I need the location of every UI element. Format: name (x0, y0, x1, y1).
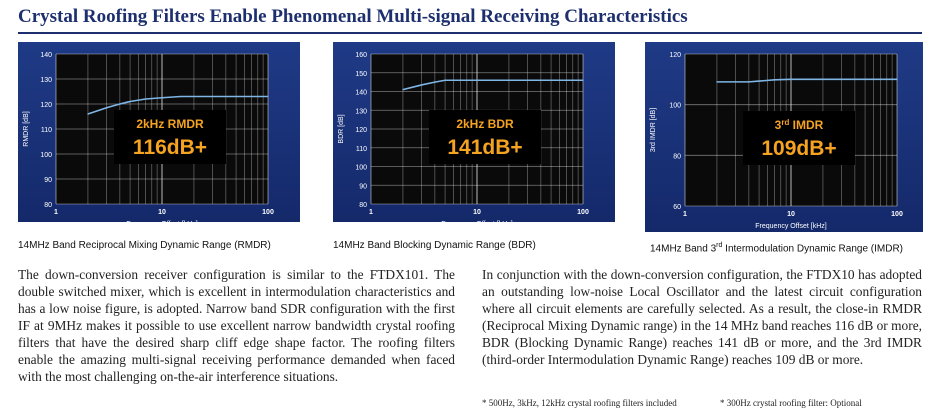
data-point (180, 96, 181, 97)
data-point (864, 79, 865, 80)
x-tick-label: 1 (683, 211, 687, 218)
y-axis-label: BDR [dB] (338, 114, 345, 144)
y-tick-label: 140 (355, 89, 367, 97)
y-tick-label: 110 (40, 127, 52, 134)
y-tick-label: 100 (40, 152, 52, 159)
y-tick-label: 160 (355, 52, 367, 59)
page-heading: Crystal Roofing Filters Enable Phenomenal Multi-signal Receiving Characteristics (18, 6, 688, 27)
data-point (896, 79, 897, 80)
chart-panel-rmdr (18, 42, 300, 228)
y-tick-label: 120 (40, 102, 52, 109)
data-point (716, 81, 717, 82)
y-tick-label: 140 (40, 52, 52, 59)
annotation-label: 2kHz BDR (456, 117, 514, 131)
y-tick-label: 90 (44, 177, 52, 184)
imdr-caption: 14MHz Band 3rd Intermodulation Dynamic Range (IMDR) (650, 242, 904, 255)
x-axis-label: Frequency Offset [kHz] (126, 221, 198, 228)
data-point (129, 101, 130, 102)
y-tick-label: 110 (355, 145, 367, 153)
heading-rule (18, 32, 922, 34)
data-point (87, 113, 88, 114)
x-tick-label: 100 (262, 209, 274, 216)
footnote-included: * 500Hz, 3kHz, 12kHz crystal roofing filters included (482, 398, 677, 408)
y-tick-label: 80 (44, 202, 52, 209)
rmdr-caption: 14MHz Band Reciprocal Mixing Dynamic Range (RMDR) (18, 240, 271, 251)
data-point (476, 80, 477, 81)
data-point (790, 79, 791, 80)
rmdr-chart (18, 42, 300, 228)
annotation-value: 116dB+ (132, 136, 208, 159)
x-tick-label: 1 (369, 209, 373, 216)
chart-panel-bdr (333, 42, 615, 228)
data-point (212, 96, 213, 97)
data-point (774, 79, 775, 80)
data-point (809, 79, 810, 80)
y-tick-label: 100 (669, 102, 681, 110)
data-point (748, 81, 749, 82)
data-point (421, 84, 422, 85)
data-point (267, 96, 268, 97)
data-point (402, 89, 403, 90)
data-point (527, 80, 528, 81)
chart-panel-imdr (645, 42, 923, 232)
y-axis-label: 3rd IMDR [dB] (650, 107, 657, 153)
x-axis-label: Frequency Offset [kHz] (441, 221, 513, 228)
x-tick-label: 10 (473, 209, 481, 216)
y-axis-label: RMDR [dB] (23, 111, 30, 147)
bdr-caption: 14MHz Band Blocking Dynamic Range (BDR) (333, 240, 536, 251)
body-right-paragraph: In conjunction with the down-conversion configuration, the FTDX10 has adopted an outstanding low-noise Local Oscillator and the latest circuit configuration where all circuit elements are carefully selected. As a result, the close-in RMDR (Reciprocal Mixing Dynamic range) in the 14 MHz band reaches 116 dB or more, BDR (Blocking Dynamic Range) reaches 141 dB or more, and the 3rd IMDR (third-order Intermodulation Dynamic Range) reaches 109 dB or more. (482, 267, 922, 367)
y-tick-label: 130 (355, 108, 367, 116)
y-tick-label: 80 (673, 153, 681, 161)
annotation-value: 109dB+ (761, 137, 837, 160)
annotation-label: 2kHz RMDR (136, 117, 204, 131)
data-point (460, 80, 461, 81)
annotation-value: 141dB+ (447, 136, 523, 159)
body-left-column (18, 266, 455, 385)
y-tick-label: 100 (355, 164, 367, 172)
bdr-chart (333, 42, 615, 228)
data-point (145, 98, 146, 99)
body-right-column (482, 266, 922, 368)
y-tick-label: 80 (359, 202, 367, 209)
data-point (582, 80, 583, 81)
y-tick-label: 150 (355, 70, 367, 78)
x-tick-label: 100 (577, 209, 589, 216)
y-tick-label: 60 (673, 204, 681, 211)
y-tick-label: 90 (359, 183, 367, 191)
y-tick-label: 130 (40, 77, 52, 84)
data-point (434, 82, 435, 83)
x-tick-label: 100 (891, 211, 903, 218)
data-point (161, 97, 162, 98)
data-point (444, 80, 445, 81)
data-point (235, 96, 236, 97)
data-point (841, 79, 842, 80)
x-axis-label: Frequency Offset [kHz] (755, 223, 827, 230)
y-tick-label: 120 (355, 127, 367, 134)
x-tick-label: 1 (54, 209, 58, 216)
data-point (550, 80, 551, 81)
x-tick-label: 10 (158, 209, 166, 216)
data-point (119, 103, 120, 104)
annotation-label: 3rd IMDR (774, 118, 824, 132)
y-tick-label: 120 (669, 52, 681, 59)
data-point (508, 80, 509, 81)
body-left-paragraph: The down-conversion receiver configuration is similar to the FTDX101. The double switched mixer, which is excellent in intermodulation characteristics and has a low noise figure, is adopted. Narrow band SDR configuration with the first IF at 9MHz makes it possible to use excellent narrow bandwidth crystal roofing filters that have the desired sharp cliff edge shape factor. The roofing filters enable the amazing multi-signal receiving performance demanded when faced with the most challenging on-the-air interference situations. (18, 267, 455, 384)
data-point (822, 79, 823, 80)
data-point (193, 96, 194, 97)
x-tick-label: 10 (787, 211, 795, 218)
data-point (735, 81, 736, 82)
data-point (758, 81, 759, 82)
data-point (106, 107, 107, 108)
data-point (251, 96, 252, 97)
imdr-chart (645, 42, 923, 232)
footnote-optional: * 300Hz crystal roofing filter: Optional (720, 398, 862, 408)
